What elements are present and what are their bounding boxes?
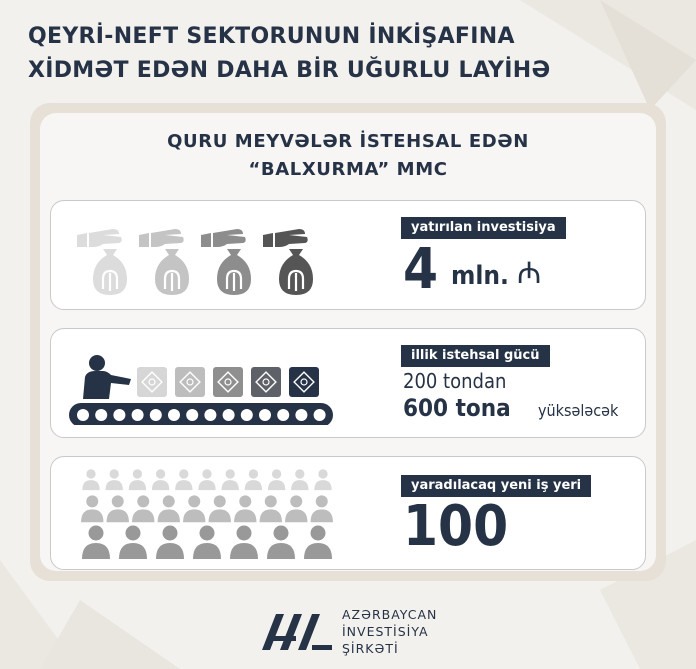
person-icon — [82, 469, 99, 490]
product-box-icon — [251, 367, 281, 397]
person-icon — [260, 495, 282, 522]
person-icon — [81, 495, 103, 522]
person-icon — [267, 526, 295, 560]
person-icon — [209, 495, 231, 522]
person-icon — [245, 469, 262, 490]
person-icon — [314, 469, 331, 490]
money-bag-icon — [139, 229, 189, 295]
person-icon — [291, 469, 308, 490]
people-crowd-icon — [77, 467, 337, 563]
headline-line-1: QEYRİ-NEFT SEKTORUNUN İNKİŞAFINA — [28, 24, 515, 49]
person-icon — [132, 495, 154, 522]
person-icon — [175, 469, 192, 490]
investment-amount: 4 — [403, 237, 439, 302]
jobs-value: 100 — [403, 494, 509, 559]
production-label: illik istehsal gücü — [401, 345, 550, 367]
production-panel — [50, 328, 646, 438]
headline-line-2: XİDMƏT EDƏN DAHA BİR UĞURLU LAYİHƏ — [28, 58, 551, 83]
company-title-line-2: “BALXURMA” MMC — [248, 159, 448, 180]
person-icon — [107, 495, 129, 522]
money-bag-icon — [263, 229, 313, 295]
company-logo-text — [342, 606, 437, 657]
product-box-icon — [175, 367, 205, 397]
production-from: 200 tondan — [403, 369, 507, 393]
person-icon — [156, 526, 184, 560]
person-icon — [183, 495, 205, 522]
logo-line-3: ŞİRKƏTİ — [342, 641, 399, 656]
manat-icon: ₼ — [517, 256, 542, 291]
person-icon — [304, 526, 332, 560]
person-icon — [82, 526, 110, 560]
investment-label: yatırılan investisiya — [401, 217, 566, 239]
product-box-icon — [289, 367, 319, 397]
person-icon — [106, 469, 123, 490]
person-icon — [311, 495, 333, 522]
person-icon — [234, 495, 256, 522]
person-icon — [129, 469, 146, 490]
person-icon — [152, 469, 169, 490]
logo-line-1: AZƏRBAYCAN — [342, 607, 438, 622]
company-logo-icon — [262, 612, 334, 652]
jobs-panel — [50, 456, 646, 570]
headline — [28, 20, 550, 88]
production-to-suffix: yüksələcək — [538, 401, 619, 420]
jobs-label: yaradılacaq yeni iş yeri — [401, 475, 591, 497]
investment-unit: mln. — [451, 261, 509, 291]
person-icon — [193, 526, 221, 560]
money-bag-hand-icon — [73, 213, 335, 299]
company-title-line-1: QURU MEYVƏLƏR İSTEHSAL EDƏN — [167, 131, 529, 152]
person-icon — [268, 469, 285, 490]
person-icon — [222, 469, 239, 490]
person-icon — [230, 526, 258, 560]
person-icon — [285, 495, 307, 522]
product-box-icon — [213, 367, 243, 397]
logo-line-2: İNVESTİSİYA — [342, 624, 429, 639]
investment-panel — [50, 200, 646, 310]
product-box-icon — [137, 367, 167, 397]
production-to-value: 600 tona — [403, 394, 511, 422]
conveyor-worker-icon — [67, 343, 337, 425]
person-icon — [198, 469, 215, 490]
person-icon — [158, 495, 180, 522]
person-icon — [119, 526, 147, 560]
money-bag-icon — [77, 229, 127, 295]
money-bag-icon — [201, 229, 251, 295]
